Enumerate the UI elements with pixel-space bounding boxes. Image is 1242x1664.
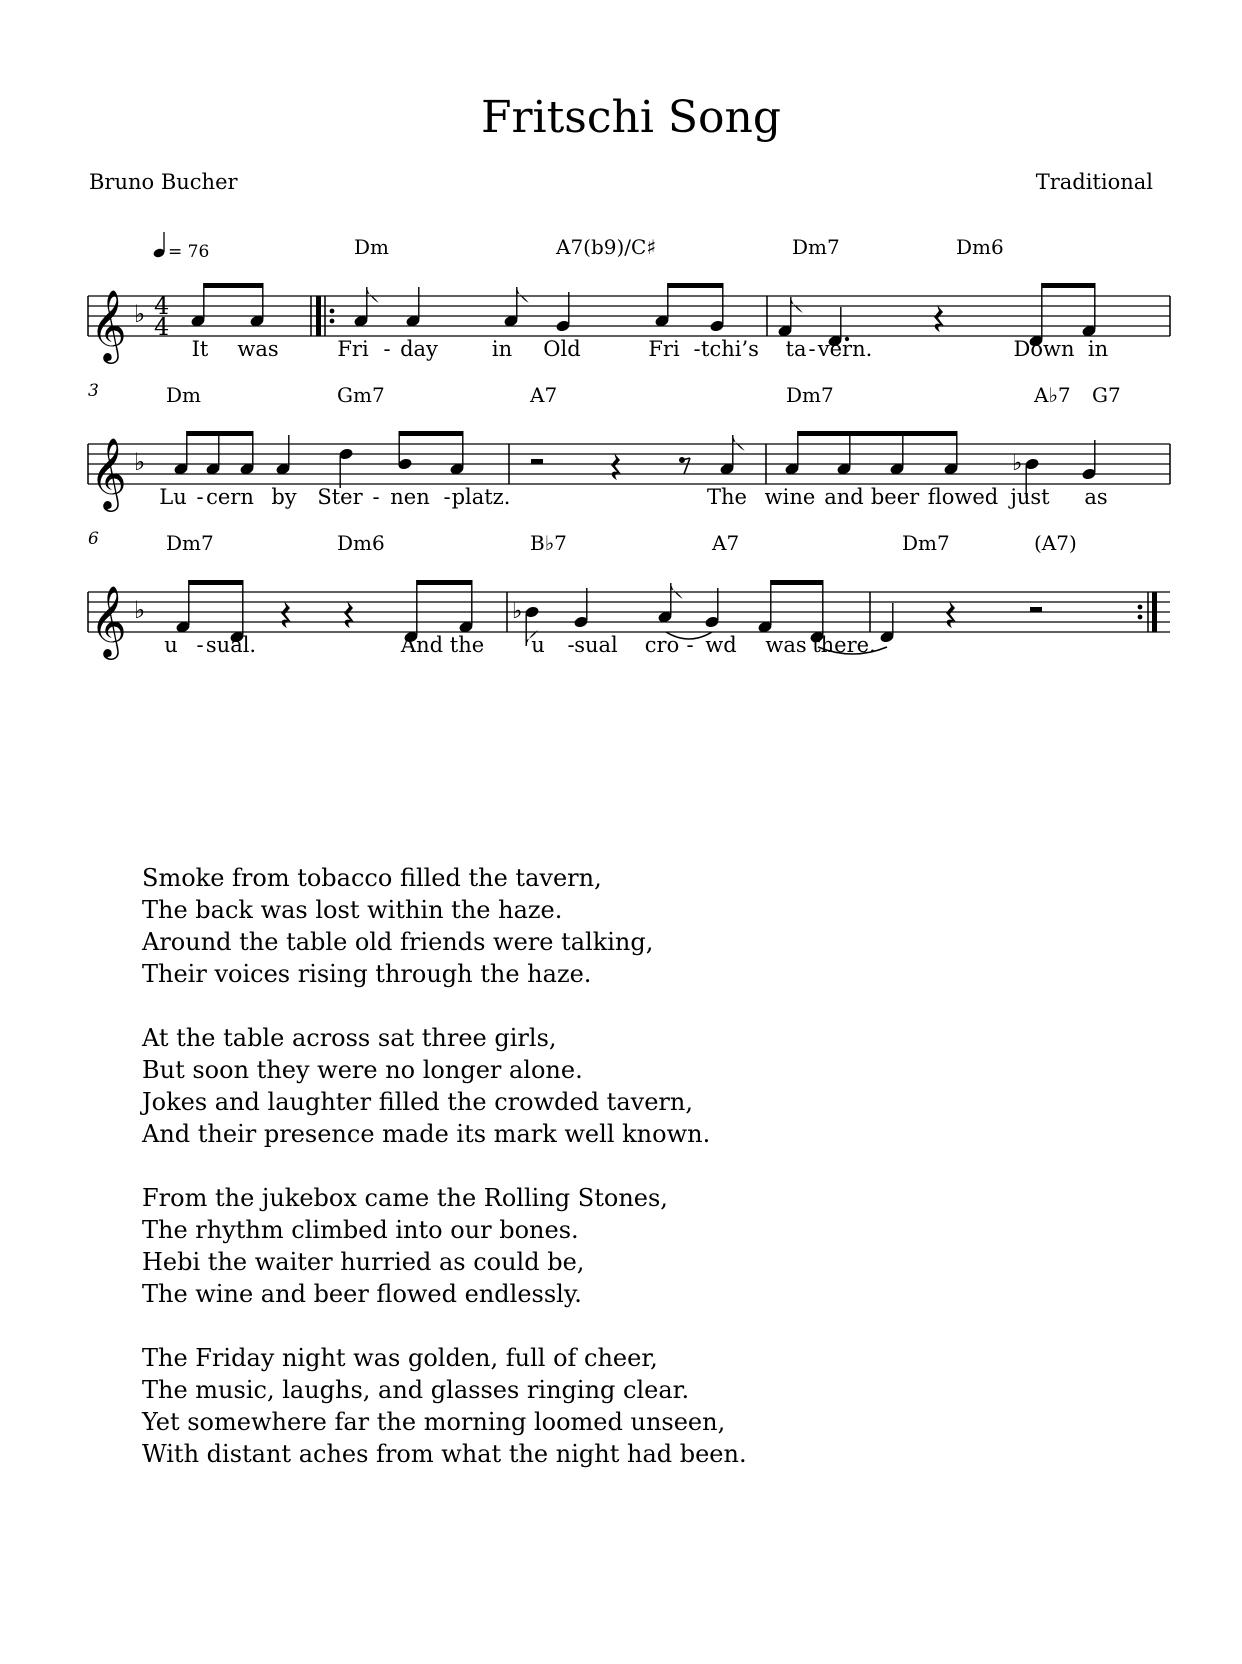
time-signature-bottom: 4 (154, 313, 170, 341)
lyric-syllable: flowed (927, 485, 999, 509)
half-rest-icon (531, 459, 543, 464)
note-beam (1042, 283, 1095, 288)
lyric-syllable: u (164, 633, 178, 657)
lyric-syllable: Fri (337, 337, 369, 361)
note (338, 447, 354, 488)
repeat-dot (330, 319, 335, 324)
lyric-hyphen: - (372, 485, 380, 509)
note (719, 435, 745, 476)
lyric-hyphen: - (808, 337, 816, 361)
note-beam (798, 431, 957, 436)
verse-2 (142, 1022, 747, 1150)
composer-name: Bruno Bucher (89, 170, 238, 194)
accidental-flat-icon: ♭ (512, 599, 523, 624)
note (657, 583, 683, 624)
verse-line: The music, laughs, and glasses ringing clear. (142, 1376, 690, 1404)
quarter-rest-icon (611, 453, 621, 480)
note (405, 287, 421, 328)
chord-symbol: A♭7 (1034, 383, 1071, 407)
chord-symbol: A7(b9)/C♯ (556, 235, 657, 259)
chord-symbol: Dm6 (337, 531, 385, 555)
note-beam (417, 580, 472, 585)
lyric-hyphen: - (443, 485, 451, 509)
chord-symbol: Gm7 (337, 383, 385, 407)
note (397, 431, 413, 471)
verse-line: At the table across sat three girls, (142, 1024, 557, 1052)
repeat-dot (1138, 605, 1143, 610)
note-beam (204, 283, 263, 288)
chord-symbol: Dm7 (792, 235, 840, 259)
verse-line: Yet somewhere far the morning loomed unseen, (142, 1408, 726, 1436)
treble-clef-icon: 𝄞 (90, 584, 127, 657)
lyric-syllable: sual. (205, 633, 257, 657)
verse-line: But soon they were no longer alone. (142, 1056, 583, 1084)
half-rest-icon (1030, 607, 1042, 612)
lyric-syllable: tchi’s (701, 337, 759, 361)
verse-line: Their voices rising through the haze. (142, 960, 592, 988)
note (353, 287, 379, 328)
verse-line: Jokes and laughter filled the crowded tavern, (142, 1088, 693, 1116)
lyric-hyphen: - (383, 337, 391, 361)
measure-number: 6 (88, 529, 99, 549)
quarter-rest-icon (934, 305, 944, 332)
note (275, 435, 291, 476)
key-signature-flat-icon: ♭ (134, 300, 146, 328)
lyric-syllable: cern (206, 485, 254, 509)
lyric-syllable: It (191, 337, 209, 361)
lyric-syllable: Ster (317, 485, 363, 509)
note (1081, 440, 1097, 481)
lyric-syllable: platz. (451, 485, 511, 509)
repeat-thick-barline (316, 296, 321, 336)
lyric-syllable: by (271, 485, 297, 509)
lyric-syllable: Fri (648, 337, 680, 361)
eighth-flag (517, 287, 529, 303)
verse-1 (142, 862, 747, 990)
verse-line: Around the table old friends were talking, (142, 928, 654, 956)
chord-symbol: Dm (354, 235, 389, 259)
lyric-syllable: just (1010, 485, 1050, 509)
chord-symbol: Dm (166, 383, 201, 407)
verse-line: The Friday night was golden, full of cheer, (142, 1344, 658, 1372)
lyric-syllable: cro (644, 633, 680, 657)
chord-symbol: Dm7 (786, 383, 834, 407)
eighth-flag (791, 297, 803, 313)
lyric-syllable: Down (1013, 337, 1075, 361)
verse-line: Smoke from tobacco filled the tavern, (142, 864, 602, 892)
verse-line: And their presence made its mark well known. (142, 1120, 711, 1148)
arranger-name: Traditional (1035, 170, 1153, 194)
lyric-hyphen: - (196, 485, 204, 509)
verse-line: The wine and beer flowed endlessly. (142, 1280, 582, 1308)
treble-clef-icon: 𝄞 (90, 288, 127, 361)
note (573, 588, 589, 629)
note (175, 580, 191, 634)
chord-symbol: Dm7 (166, 531, 214, 555)
repeat-dot (330, 309, 335, 314)
lyric-syllable: Old (543, 337, 581, 361)
repeat-thick-barline (1152, 592, 1157, 632)
verse-line: The back was lost within the haze. (142, 896, 563, 924)
eighth-flag (671, 583, 683, 599)
note-beam (187, 431, 253, 436)
lyric-syllable: vern. (817, 337, 873, 361)
note-beam (668, 283, 723, 288)
lyric-hyphen: - (693, 337, 701, 361)
chord-symbol: A7 (712, 531, 740, 555)
verse-line: The rhythm climbed into our bones. (142, 1216, 579, 1244)
quarter-rest-icon (344, 601, 354, 628)
lyric-hyphen: - (686, 633, 694, 657)
note (503, 287, 529, 328)
note (757, 580, 773, 634)
lyric-syllable: and (824, 485, 864, 509)
lyric-syllable: u (531, 633, 545, 657)
lyric-hyphen: - (196, 633, 204, 657)
lyric-syllable: ta (785, 337, 807, 361)
lyric-syllable: wd (705, 633, 737, 657)
eighth-flag (733, 435, 745, 451)
lyric-syllable: beer (870, 485, 920, 509)
lyric-syllable: the (449, 633, 485, 657)
note (458, 580, 474, 634)
lyric-syllable: in (1087, 337, 1109, 361)
verse-line: Hebi the waiter hurried as could be, (142, 1248, 585, 1276)
chord-symbol: Dm6 (956, 235, 1004, 259)
time-signature-top: 4 (154, 292, 170, 320)
chord-symbol: B♭7 (530, 531, 567, 555)
tempo-marking: = 76 (168, 242, 210, 262)
quarter-rest-icon (281, 601, 291, 628)
lyric-syllable: as (1084, 485, 1108, 509)
lyric-syllable: Lu (159, 485, 187, 509)
note-beam (399, 431, 463, 436)
chord-symbol: G7 (1092, 383, 1121, 407)
note (704, 588, 720, 629)
verse-line: With distant aches from what the night had been. (142, 1440, 747, 1468)
chord-symbol: A7 (530, 383, 558, 407)
repeat-dot (1138, 615, 1143, 620)
lyrics-verses (142, 862, 747, 1502)
key-signature-flat-icon: ♭ (134, 596, 146, 624)
lyric-syllable: The (707, 485, 747, 509)
note-beam (771, 580, 823, 585)
quarter-rest-icon (946, 601, 956, 628)
lyric-syllable: was (237, 337, 279, 361)
note-beam (189, 580, 243, 585)
chord-symbol: (A7) (1034, 531, 1077, 555)
lyric-syllable: in (491, 337, 513, 361)
lyric-syllable: And (400, 633, 444, 657)
key-signature-flat-icon: ♭ (134, 448, 146, 476)
verse-4 (142, 1342, 747, 1470)
lyric-syllable: was (765, 633, 807, 657)
treble-clef-icon: 𝄞 (90, 436, 127, 509)
song-title: Fritschi Song (480, 92, 782, 143)
lyric-syllable: sual (574, 633, 618, 657)
note (1081, 283, 1097, 338)
note (709, 283, 725, 333)
lyric-syllable: nen (390, 485, 430, 509)
lyric-hyphen: - (567, 633, 575, 657)
lyric-syllable: day (400, 337, 438, 361)
lyric-syllable: wine (764, 485, 816, 509)
verse-line: From the jukebox came the Rolling Stones, (142, 1184, 668, 1212)
note (879, 603, 895, 644)
note (555, 292, 571, 333)
note (777, 297, 803, 338)
accidental-flat-icon: ♭ (1012, 451, 1023, 476)
measure-number: 3 (88, 381, 99, 401)
verse-3 (142, 1182, 747, 1310)
chord-symbol: Dm7 (902, 531, 950, 555)
music-score (0, 0, 1242, 720)
eighth-flag (367, 287, 379, 303)
lyric-syllable: there. (812, 633, 876, 657)
